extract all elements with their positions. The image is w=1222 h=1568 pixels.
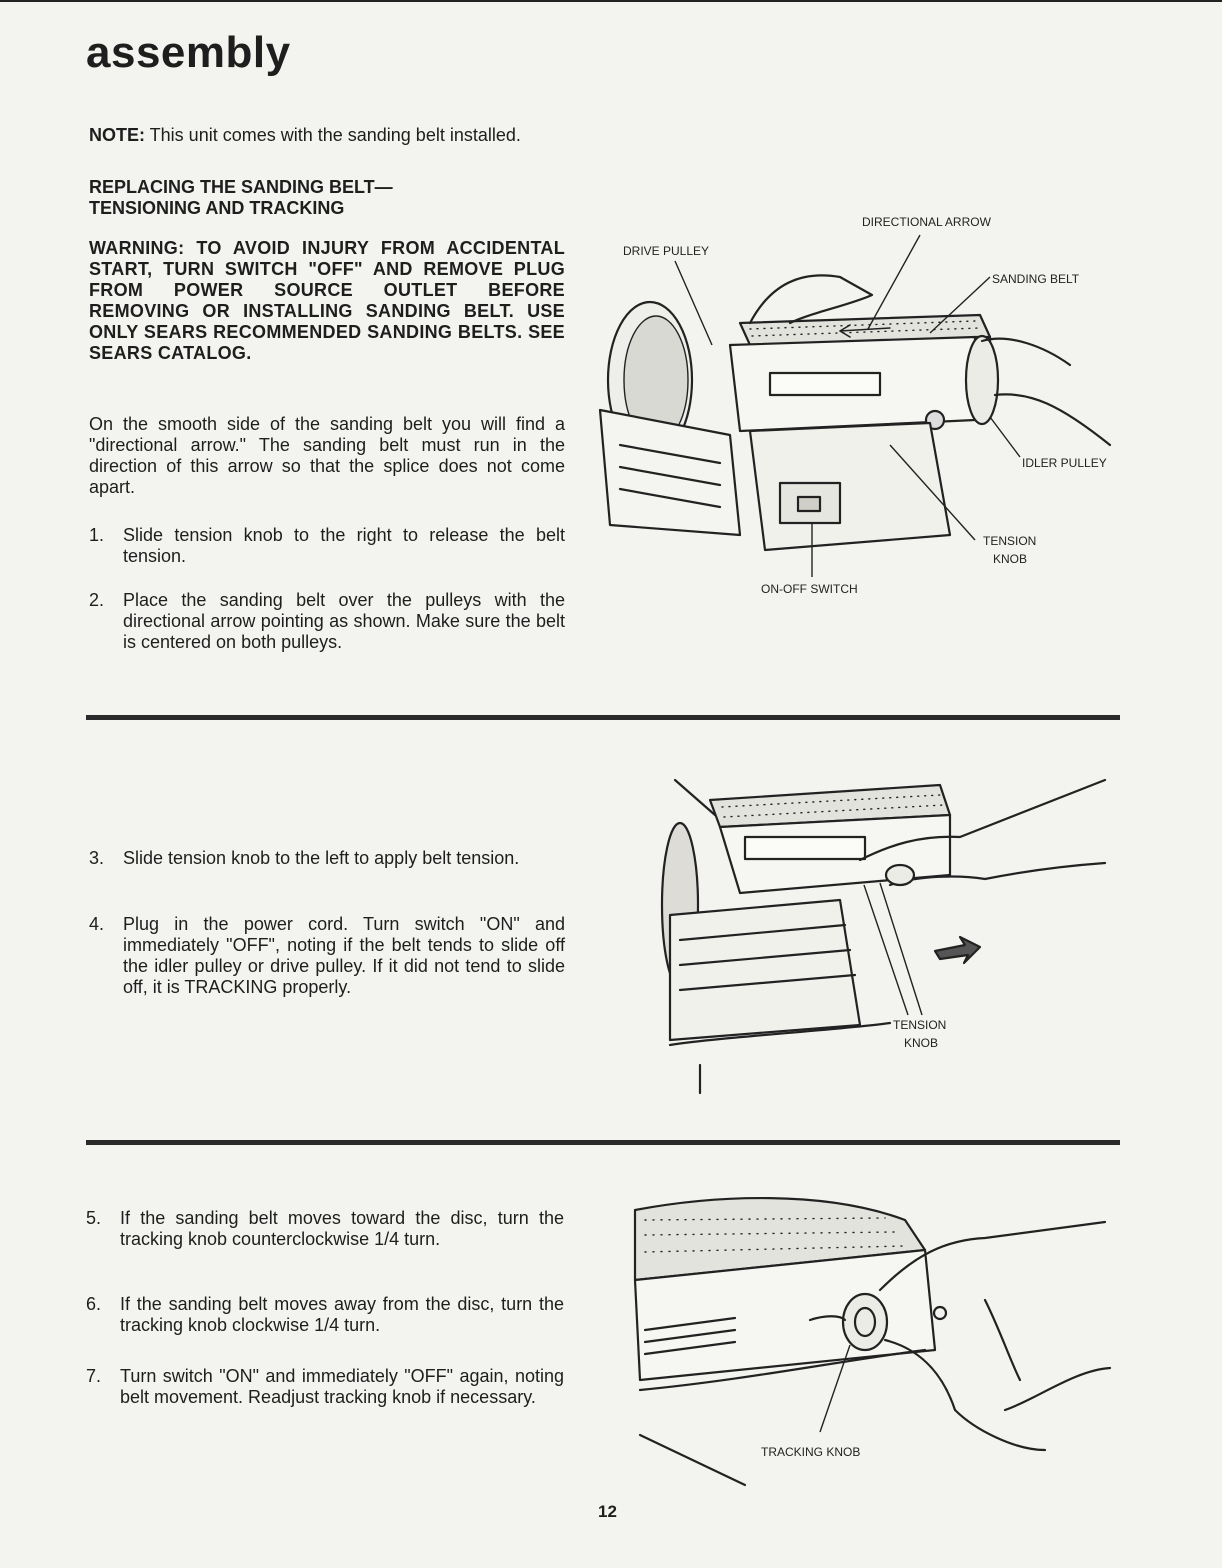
section-divider xyxy=(86,715,1120,720)
label-tension-knob-line1: TENSION xyxy=(983,534,1037,548)
label-tension-knob-line1: TENSION xyxy=(893,1018,947,1032)
section-heading-line1: REPLACING THE SANDING BELT— xyxy=(89,177,393,197)
step-number: 2. xyxy=(89,590,105,610)
step-text: If the sanding belt moves away from the disc, turn the tracking knob clockwise 1/4 turn. xyxy=(120,1294,564,1335)
note-text: This unit comes with the sanding belt installed. xyxy=(145,125,521,145)
step-number: 5. xyxy=(86,1208,102,1228)
intro-paragraph: On the smooth side of the sanding belt you will find a "directional arrow." The sanding belt must run in the direction of this arrow so that the splice does not come apart. xyxy=(89,414,565,497)
belt-sander-illustration xyxy=(590,205,1130,605)
section-heading xyxy=(89,177,489,219)
step-number: 6. xyxy=(86,1294,102,1314)
section-heading-line2: TENSIONING AND TRACKING xyxy=(89,198,345,218)
figure-tension-knob xyxy=(660,775,1120,1100)
step-2 xyxy=(89,590,565,653)
step-6 xyxy=(86,1294,564,1336)
label-sanding-belt: SANDING BELT xyxy=(992,272,1080,286)
top-border xyxy=(0,0,1222,2)
tracking-knob-illustration xyxy=(625,1180,1115,1495)
label-on-off-switch: ON-OFF SWITCH xyxy=(761,582,858,596)
page-title: assembly xyxy=(86,28,291,77)
step-3 xyxy=(89,848,565,869)
warning-paragraph: WARNING: TO AVOID INJURY FROM ACCIDENTAL START, TURN SWITCH "OFF" AND REMOVE PLUG FROM POWER SOURCE OUTLET BEFORE REMOVING OR INSTALLING SANDING BELT. USE ONLY SEARS RECOMMENDED SANDING BELTS. SEE SEARS CATALOG. xyxy=(89,238,565,363)
label-idler-pulley: IDLER PULLEY xyxy=(1022,456,1107,470)
figure-tracking-knob xyxy=(625,1180,1115,1495)
note-label: NOTE: xyxy=(89,125,145,145)
step-text: Turn switch "ON" and immediately "OFF" again, noting belt movement. Readjust tracking knob if necessary. xyxy=(120,1366,564,1407)
label-tension-knob-line2: KNOB xyxy=(904,1036,939,1050)
step-number: 4. xyxy=(89,914,105,934)
step-7 xyxy=(86,1366,564,1408)
step-number: 7. xyxy=(86,1366,102,1386)
step-number: 3. xyxy=(89,848,105,868)
label-drive-pulley: DRIVE PULLEY xyxy=(623,244,710,258)
step-text: If the sanding belt moves toward the disc, turn the tracking knob counterclockwise 1/4 turn. xyxy=(120,1208,564,1249)
step-1 xyxy=(89,525,565,567)
label-tracking-knob: TRACKING KNOB xyxy=(761,1445,861,1459)
step-text: Slide tension knob to the left to apply belt tension. xyxy=(123,848,520,868)
label-tension-knob-line2: KNOB xyxy=(993,552,1028,566)
note-paragraph xyxy=(89,125,565,146)
step-5 xyxy=(86,1208,564,1250)
step-text: Slide tension knob to the right to release the belt tension. xyxy=(123,525,565,566)
tension-knob-illustration xyxy=(660,775,1120,1100)
step-text: Plug in the power cord. Turn switch "ON" and immediately "OFF", noting if the belt tends to slide off the idler pulley or drive pulley. If it did not tend to slide off, it is TRACKING properly. xyxy=(123,914,565,997)
section-divider xyxy=(86,1140,1120,1145)
page-number: 12 xyxy=(598,1502,617,1521)
step-4 xyxy=(89,914,565,998)
step-text: Place the sanding belt over the pulleys with the directional arrow pointing as shown. Make sure the belt is centered on both pulleys. xyxy=(123,590,565,652)
figure-belt-sander-overview xyxy=(590,205,1130,605)
step-number: 1. xyxy=(89,525,105,545)
label-directional-arrow: DIRECTIONAL ARROW xyxy=(862,215,991,229)
